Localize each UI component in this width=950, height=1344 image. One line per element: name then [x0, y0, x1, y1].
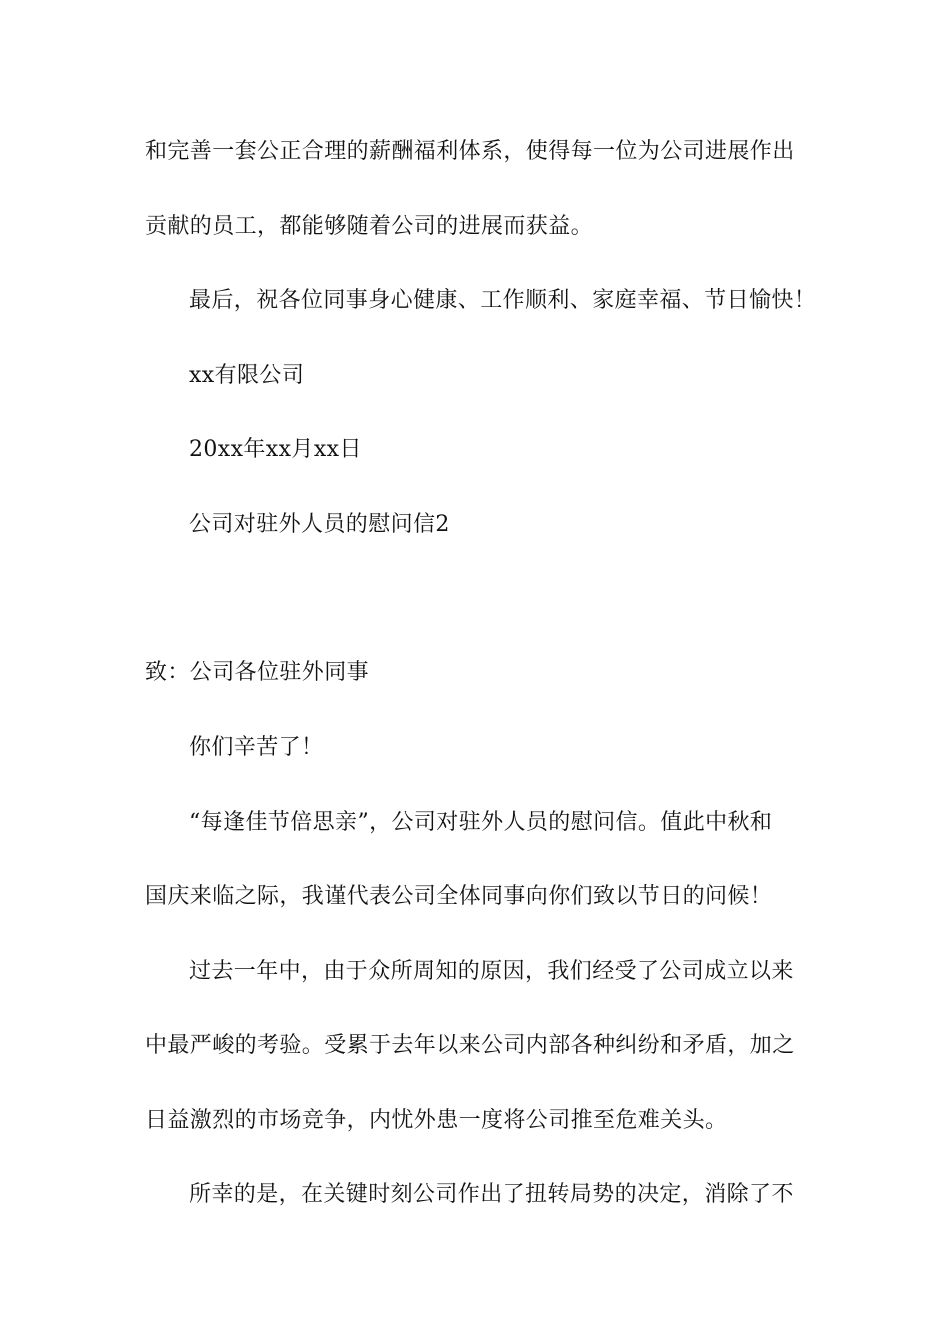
body-text-line: 中最严峻的考验。受累于去年以来公司内部各种纠纷和矛盾，加之: [145, 1033, 795, 1058]
signature-date: 20xx年xx月xx日: [189, 437, 362, 462]
body-text-line: 过去一年中，由于众所周知的原因，我们经受了公司成立以来: [189, 959, 794, 984]
body-text-line: 国庆来临之际，我谨代表公司全体同事向你们致以节日的问候！: [145, 884, 773, 909]
greeting: 你们辛苦了！: [189, 735, 324, 760]
body-text-line: “每逢佳节倍思亲”，公司对驻外人员的慰问信。值此中秋和: [189, 810, 773, 835]
body-text-line: 所幸的是，在关键时刻公司作出了扭转局势的决定，消除了不: [189, 1182, 794, 1207]
closing-wishes: 最后，祝各位同事身心健康、工作顺利、家庭幸福、节日愉快！: [189, 288, 817, 313]
body-text-line: 贡献的员工，都能够随着公司的进展而获益。: [145, 214, 594, 239]
body-text-line: 和完善一套公正合理的薪酬福利体系，使得每一位为公司进展作出: [145, 139, 795, 164]
section-title: 公司对驻外人员的慰问信2: [189, 512, 450, 537]
signature-company: xx有限公司: [189, 363, 305, 388]
body-text-line: 日益激烈的市场竞争，内忧外患一度将公司推至危难关头。: [145, 1108, 728, 1133]
salutation: 致：公司各位驻外同事: [145, 660, 370, 685]
